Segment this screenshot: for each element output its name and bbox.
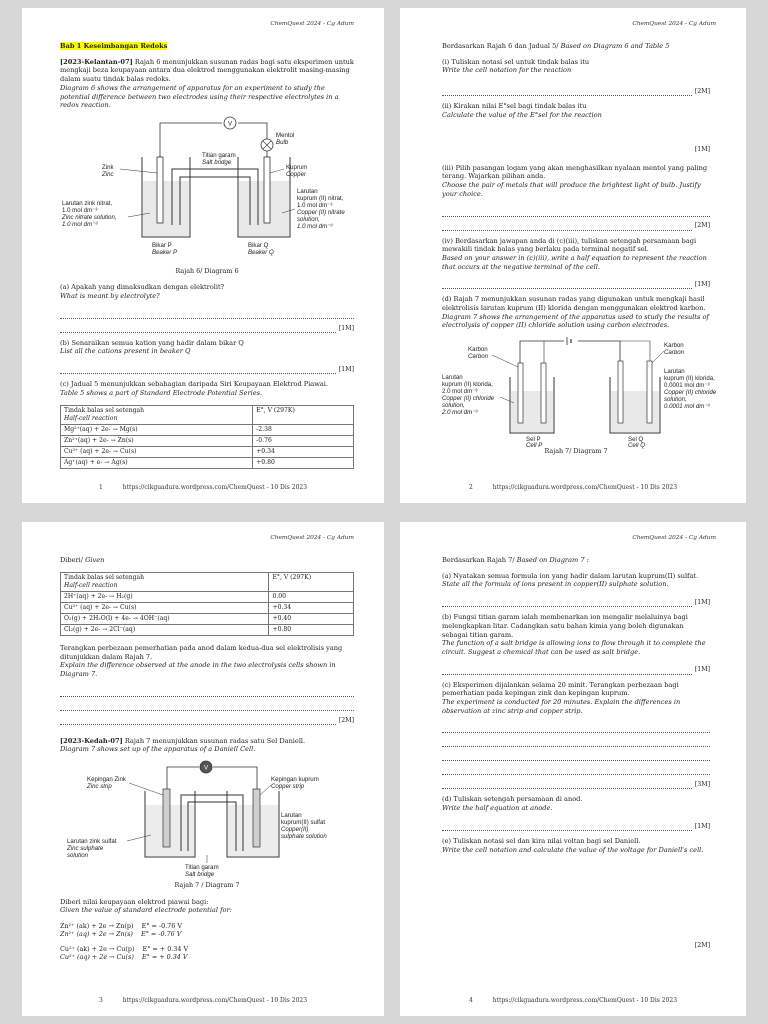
footer-link[interactable]: https://cikguadura.wordpress.com/ChemQuest - 10 Dis 2023 <box>492 484 678 492</box>
intro-en: Based on Diagram 6 and Table 5 <box>560 42 670 50</box>
mark-label: [1M] <box>694 145 710 153</box>
question-b-ms: (b) Senaraikan semua kation yang hadir dalam bikar Q <box>60 338 244 347</box>
question-a <box>60 283 354 300</box>
mark-label: [2M] <box>694 942 710 950</box>
question-c-en: The experiment is conducted for 20 minutes. Explain the differences in observation at zinc strip and copper strip. <box>442 698 681 715</box>
table-row <box>61 602 354 613</box>
zinc-label-ms: Zink <box>102 163 114 171</box>
question-iii-en: Choose the pair of metals that will produce the brightest light of bulb. Justify your choice. <box>442 181 701 198</box>
question-a-en: What is meant by electrolyte? <box>60 292 160 301</box>
cell-q-label-en: Cell Q <box>628 442 645 450</box>
bulb-label-ms: Mentol <box>276 131 295 139</box>
cell-q-label-ms: Sel Q <box>628 436 644 444</box>
page-footer <box>22 997 384 1005</box>
question-i-ms: (i) Tuliskan notasi sel untuk tindak balas itu <box>442 57 590 66</box>
mark-label: [2M] <box>338 716 354 724</box>
equation-line: Cu²⁺ (aq) + 2e → Cu(s) E° = + 0.34 V <box>60 953 188 962</box>
cucl2-left-label-3: 2.0 mol dm⁻³ <box>442 388 478 396</box>
answer-line[interactable] <box>60 363 354 374</box>
cucl2-right-label-6: 0.0001 mol dm⁻³ <box>664 403 710 411</box>
table-cell: Cu²⁺ (aq) + 2e- → Cu(s) <box>61 446 253 457</box>
zinc-sulphate-label-3: solution <box>67 852 89 860</box>
table-cell: Zn²⁺(aq) + 2e- → Zn(s) <box>61 435 253 446</box>
intro <box>442 42 710 51</box>
page-number: 4 <box>468 997 473 1005</box>
beaker-q-label-en: Beaker Q <box>248 248 274 256</box>
page-header: ChemQuest 2024 - Cg Adum <box>270 21 354 27</box>
intro-ms: Rajah 6 menunjukkan susunan radas bagi satu eksperimen untuk mengkaji beza keupayaan antara dua elektrod menggunakan elektrolit masing-masing dalam suatu tindak balas redoks. <box>60 57 354 84</box>
page-header: ChemQuest 2024 - Cg Adum <box>632 535 716 541</box>
given-ms: Diberi/ <box>60 556 84 564</box>
question-d-en: Write the half equation at anode. <box>442 804 553 813</box>
diagram-caption: Rajah 6/ Diagram 6 <box>175 266 239 275</box>
voltmeter-label: V <box>227 120 233 128</box>
copper-sulphate-label-1: Larutan <box>281 812 302 820</box>
page-2 <box>400 8 746 503</box>
copper-nitrate-label-6: 1.0 mol dm⁻³ <box>297 222 333 230</box>
zinc-strip-label-en: Zinc strip <box>87 783 112 791</box>
question-ii-en: Calculate the value of the E°sel for the reaction <box>442 110 602 119</box>
table-cell: +0.80 <box>269 624 354 635</box>
carbon-left-label-en: Carbon <box>468 353 488 361</box>
cucl2-right-label-3: 0.0001 mol dm⁻³ <box>664 382 710 390</box>
question-e-ms: (e) Tuliskan notasi sel dan kira nilai voltan bagi sel Daniell. <box>442 836 641 845</box>
question-iv-ms: (iv) Berdasarkan jawapan anda di (c)(iii), tuliskan setengah persamaan bagi mewakili tindak balas yang berlaku pada terminal negatif sel. <box>442 236 697 254</box>
table-cell: +0.80 <box>253 457 354 468</box>
table-cell: Ag⁺(aq) + e- → Ag(s) <box>61 457 253 468</box>
answer-line[interactable] <box>442 85 710 96</box>
question-explain <box>60 644 354 679</box>
answer-line[interactable] <box>60 700 354 711</box>
question-e-en: Write the cell notation and calculate the value of the voltage for Daniell's cell. <box>442 845 704 854</box>
table-cell: +0.34 <box>269 602 354 613</box>
page-footer <box>400 484 746 492</box>
question-a <box>442 572 710 589</box>
cucl2-right-label-1: Larutan <box>664 368 685 376</box>
table-row <box>61 446 354 457</box>
equation-line: Cu²⁺ (ak) + 2e → Cu(p) E° = + 0.34 V <box>60 944 189 953</box>
salt-bridge-label-en: Salt bridge <box>202 158 232 166</box>
answer-line[interactable] <box>60 308 354 319</box>
page-number: 3 <box>98 997 103 1005</box>
answer-line[interactable] <box>442 736 710 747</box>
mark-label: [1M] <box>338 324 354 332</box>
table-cell: 2H⁺(aq) + 2e- → H₂(g) <box>61 591 269 602</box>
question-b <box>442 613 710 657</box>
page-footer <box>400 997 746 1005</box>
question-iv-en: Based on your answer in (c)(iii), write a half equation to represent the reaction that occurs at the negative terminal of the cell. <box>442 253 707 271</box>
question-c <box>60 380 354 397</box>
copper-nitrate-label-5: solution, <box>297 215 320 223</box>
question-e <box>442 837 710 854</box>
given-2-en: Given the value of standard electrode potential for: <box>60 906 232 915</box>
beaker-p-label-en: Beaker P <box>152 248 178 256</box>
bulb-label-en: Bulb <box>276 138 289 146</box>
table-cell: +0.34 <box>253 446 354 457</box>
answer-line[interactable] <box>60 714 354 725</box>
equation-line: Zn²⁺ (ak) + 2e → Zn(p) E° = -0.76 V <box>60 921 182 930</box>
table-cell: Cl₂(g) + 2e- → 2Cl⁻(aq) <box>61 624 269 635</box>
intro-en: Diagram 6 shows the arrangement of apparatus for an experiment to study the potential difference between two electrodes using their respective electrolytes in a redox reaction. <box>60 83 339 110</box>
answer-line[interactable] <box>442 778 710 789</box>
question-d <box>442 795 710 812</box>
table-header-en: Half-cell reaction <box>64 581 118 589</box>
cell-p-label-ms: Sel P <box>526 436 541 444</box>
beaker-p-label-ms: Bikar P <box>152 241 172 249</box>
table-header-ms: Tindak balas sel setengah <box>64 573 145 581</box>
question-iii-ms: (iii) Pilih pasangan logam yang akan menghasilkan nyalaan mentol yang paling terang. Wajarkan pilihan anda. <box>442 163 708 181</box>
table-cell: -0.76 <box>253 435 354 446</box>
zinc-nitrate-label-1: Larutan zink nitrat, <box>62 199 113 207</box>
table-header <box>61 572 269 591</box>
diagram-7-electrolysis <box>442 337 717 450</box>
voltmeter-label: V <box>203 764 209 772</box>
salt-bridge-label-en: Salt bridge <box>185 871 215 879</box>
cucl2-right-label-2: kuprum (II) klorida, <box>664 375 715 383</box>
explain-ms: Terangkan perbezaan pemerhatian pada anod dalam kedua-dua sel elektrolisis yang ditunjukkan dalam Rajah 7. <box>60 643 343 661</box>
intro <box>442 556 710 565</box>
zinc-sulphate-label-2: Zinc sulphate <box>67 845 104 853</box>
table-header-en: Half-cell reaction <box>64 414 118 422</box>
cucl2-right-label-4: Copper (II) chloride <box>664 389 717 397</box>
question-ii <box>442 102 710 119</box>
table-header: E°, V (297K) <box>269 572 354 591</box>
copper-strip-label-ms: Kepingan kuprum <box>271 776 319 784</box>
carbon-right-label-en: Carbon <box>664 349 684 357</box>
mark-label: [2M] <box>694 222 710 230</box>
mark-label: [1M] <box>338 366 354 373</box>
page-1 <box>22 8 384 503</box>
answer-line[interactable] <box>442 722 710 733</box>
answer-line[interactable] <box>60 686 354 697</box>
electrode-potential-table <box>60 405 354 469</box>
answer-line[interactable] <box>442 278 710 289</box>
given-2-ms: Diberi nilai keupayaan elektrod piawai bagi: <box>60 897 209 906</box>
copper-sulphate-label-2: kuprum(II) sulfat <box>281 819 326 827</box>
diagram-caption: Rajah 7/ Diagram 7 <box>544 447 608 456</box>
question-i <box>442 58 710 75</box>
cucl2-right-label-5: solution, <box>664 396 687 404</box>
page-number: 1 <box>98 484 103 492</box>
intro-en: Based on Diagram 7 : <box>516 556 589 564</box>
given-2 <box>60 898 354 915</box>
answer-line[interactable] <box>442 764 710 775</box>
zinc-nitrate-label-3: Zinc nitrate solution, <box>62 213 117 221</box>
answer-line[interactable] <box>442 220 710 231</box>
zinc-nitrate-label-4: 1.0 mol dm⁻³ <box>62 220 98 228</box>
beaker-q-label-ms: Bikar Q <box>248 241 269 249</box>
page-header: ChemQuest 2024 - Cg Adum <box>632 21 716 27</box>
cell-p-label-en: Cell P <box>526 442 543 450</box>
equation-line: Zn²⁺ (aq) + 2e → Zn(s) E° = -0.76 V <box>60 930 182 939</box>
copper-label-ms: Kuprum <box>286 163 308 171</box>
copper-strip-label-en: Copper strip <box>271 783 305 791</box>
table-row <box>61 457 354 468</box>
table-row <box>61 424 354 435</box>
copper-sulphate-label-3: Copper(II) <box>281 826 309 834</box>
cucl2-left-label-5: solution, <box>442 402 465 410</box>
mark-label: [1M] <box>694 281 710 289</box>
question-iii <box>442 164 710 199</box>
question-ii-ms: (ii) Kirakan nilai E°sel bagi tindak balas itu <box>442 102 587 111</box>
carbon-left-label-ms: Karbon <box>468 346 488 354</box>
page-4 <box>400 522 746 1016</box>
question-b-en: List all the cations present in beaker Q <box>60 347 191 356</box>
zinc-nitrate-label-2: 1.0 mol dm⁻³ <box>62 206 98 214</box>
zinc-strip-label-ms: Kepingan Zink <box>87 776 126 784</box>
electrode-potential-table <box>60 572 354 636</box>
salt-bridge-label-ms: Titian garam <box>185 864 219 872</box>
question-d-ms: (d) Tuliskan setengah persamaan di anod. <box>442 795 583 804</box>
intro-ms: Berdasarkan Rajah 7/ <box>442 556 515 564</box>
mark-label: [2M] <box>694 87 710 95</box>
page-header: ChemQuest 2024 - Cg Adum <box>270 535 354 541</box>
mark-label: [1M] <box>694 822 710 830</box>
table-cell: +0.40 <box>269 613 354 624</box>
table-cell: O₂(g) + 2H₂O(l) + 4e- → 4OH⁻(aq) <box>61 613 269 624</box>
question-d <box>442 295 710 330</box>
question-tag: [2023-Kedah-07] <box>60 736 123 745</box>
table-cell: 0.00 <box>269 591 354 602</box>
diagram-6-voltaic-cell <box>62 117 352 265</box>
given-en: Given <box>85 556 105 564</box>
table-row <box>61 624 354 635</box>
question-2-ms: Rajah 7 menunjukkan susunan radas satu Sel Daniell. <box>124 736 306 745</box>
question-b <box>60 339 354 356</box>
copper-nitrate-label-1: Larutan <box>297 187 318 195</box>
intro-ms: Berdasarkan Rajah 6 dan Jadual 5/ <box>442 42 559 50</box>
question-b-en: The function of a salt bridge is allowing ions to flow through it to complete the circuit. Suggest a chemical that can be used as salt bridge. <box>442 639 706 656</box>
table-cell: Mg²⁺(aq) + 2e- → Mg(s) <box>61 424 253 435</box>
page-footer <box>22 484 384 492</box>
question-c <box>442 681 710 716</box>
question-tag: [2023-Kelantan-07] <box>60 57 133 66</box>
question-a-en: State all the formula of ions present in copper(II) sulphate solution. <box>442 580 669 589</box>
cucl2-left-label-1: Larutan <box>442 374 463 382</box>
potential-equations <box>60 922 354 962</box>
mark-label: [1M] <box>694 666 710 674</box>
diagram-7-daniell-cell <box>67 761 347 879</box>
question-c-ms: (c) Eksperimen dijalankan selama 20 minit. Terangkan perbezaan bagi pemerhatian pada kepingan zink dan kepingan kuprum. <box>442 680 679 698</box>
cucl2-left-label-2: kuprum (II) klorida, <box>442 381 493 389</box>
cucl2-left-label-6: 2.0 mol dm⁻³ <box>442 409 478 417</box>
copper-nitrate-label-4: Copper (II) nitrate <box>297 208 345 216</box>
footer-link[interactable]: https://cikguadura.wordpress.com/ChemQuest - 10 Dis 2023 <box>122 997 308 1005</box>
table-header <box>61 405 253 424</box>
zinc-sulphate-label-1: Larutan zink sulfat <box>67 838 117 846</box>
question-a-ms: (a) Apakah yang dimaksudkan dengan elektrolit? <box>60 283 225 292</box>
footer-link[interactable]: https://cikguadura.wordpress.com/ChemQuest - 10 Dis 2023 <box>122 484 308 492</box>
mark-label: [1M] <box>694 598 710 606</box>
zinc-label-en: Zinc <box>102 170 114 178</box>
question-2-intro <box>60 737 354 754</box>
table-row <box>61 591 354 602</box>
answer-line[interactable] <box>60 322 354 333</box>
question-2-en: Diagram 7 shows set up of the apparatus of a Daniell Cell. <box>60 745 256 754</box>
question-a-ms: (a) Nyatakan semua formula ion yang hadir dalam larutan kuprum(II) sulfat. <box>442 571 699 580</box>
copper-sulphate-label-4: sulphate solution <box>281 833 327 841</box>
question-iv <box>442 237 710 272</box>
diagram-caption: Rajah 7 / Diagram 7 <box>174 881 240 890</box>
table-cell: Cu²⁺ (aq) + 2e- → Cu(s) <box>61 602 269 613</box>
question-d-ms: (d) Rajah 7 menunjukkan susunan radas yang digunakan untuk mengkaji hasil elektrolisis larutan kuprum (II) klorida dengan menggunakan elektrod karbon. <box>442 295 706 313</box>
copper-label-en: Copper <box>286 170 306 178</box>
question-b-ms: (b) Fungsi titian garam ialah membenarkan ion mengalir melaluinya bagi melengkapkan litar. Cadangkan satu bahan kimia yang boleh digunakan sebagai titian garam. <box>442 613 688 639</box>
footer-link[interactable]: https://cikguadura.wordpress.com/ChemQuest - 10 Dis 2023 <box>492 997 678 1005</box>
table-header: E°, V (297K) <box>253 405 354 424</box>
answer-line[interactable] <box>442 206 710 217</box>
given-label <box>60 556 354 565</box>
question-d-en: Diagram 7 shows the arrangement of the apparatus used to study the results of electrolysis of copper (II) chloride solution using carbon electrodes. <box>442 312 709 330</box>
answer-line[interactable] <box>442 750 710 761</box>
table-header-ms: Tindak balas sel setengah <box>64 406 145 414</box>
table-row <box>61 435 354 446</box>
cucl2-left-label-4: Copper (II) chloride <box>442 395 495 403</box>
copper-nitrate-label-3: 1.0 mol dm⁻³ <box>297 201 333 209</box>
table-cell: -2.38 <box>253 424 354 435</box>
salt-bridge-label-ms: Titian garam <box>202 151 236 159</box>
chapter-title: Bab 1 Keseimbangan Redoks <box>60 42 168 50</box>
question-intro <box>60 58 354 110</box>
carbon-right-label-ms: Karbon <box>664 342 684 350</box>
answer-line[interactable] <box>442 596 710 607</box>
question-c-ms: (c) Jadual 5 menunjukkan sebahagian daripada Siri Keupayaan Elektrod Piawai. <box>60 380 329 389</box>
answer-line[interactable] <box>442 820 710 831</box>
mark-label: [3M] <box>694 781 710 789</box>
answer-line[interactable] <box>442 664 710 675</box>
page-number: 2 <box>468 484 473 492</box>
explain-en: Explain the difference observed at the anode in the two electrolysis cells shown in Diagram 7. <box>60 661 336 678</box>
question-i-en: Write the cell notation for the reaction <box>442 66 572 75</box>
copper-nitrate-label-2: kuprum (II) nitrat, <box>297 194 344 202</box>
page-3 <box>22 522 384 1016</box>
question-c-en: Table 5 shows a part of Standard Electrode Potential Series. <box>60 388 263 397</box>
table-row <box>61 613 354 624</box>
